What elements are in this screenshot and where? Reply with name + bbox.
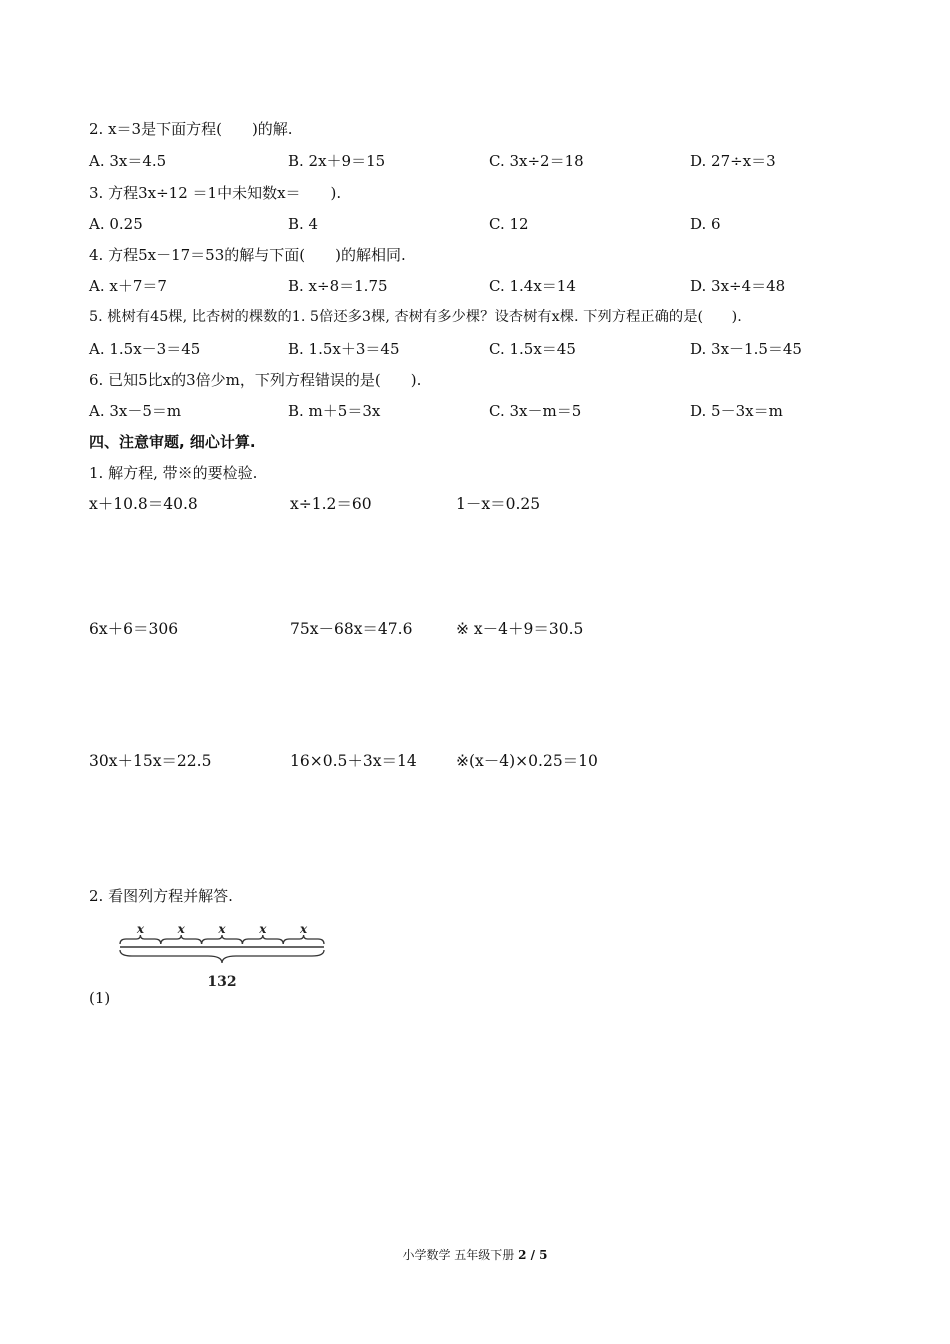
q3-option-b: B. 4	[288, 215, 319, 233]
q3-option-c: C. 12	[489, 215, 529, 233]
equation-2-2: 75x－68x＝47.6	[290, 620, 413, 638]
q3-option-a: A. 0.25	[89, 215, 143, 233]
q6-option-b: B. m＋5＝3x	[288, 402, 381, 420]
q6-option-c: C. 3x－m＝5	[489, 402, 582, 420]
equation-2-1: 6x＋6＝306	[89, 620, 179, 638]
instruction-solve-equations: 1. 解方程, 带※的要检验.	[89, 464, 258, 482]
q2-option-a: A. 3x＝4.5	[89, 152, 167, 170]
q5-stem: 5. 桃树有45棵, 比杏树的棵数的1. 5倍还多3棵, 杏树有多少棵？设杏树有x棵. 下列方程正确的是( ).	[89, 309, 742, 325]
equation-3-2: 16×0.5＋3x＝14	[290, 752, 417, 770]
q4-stem: 4. 方程5x－17＝53的解与下面( )的解相同.	[89, 246, 406, 264]
segment-label: x	[259, 924, 267, 936]
section-heading: 四、注意审题, 细心计算.	[89, 433, 256, 451]
segment-brace	[242, 935, 283, 944]
q3-option-d: D. 6	[690, 215, 721, 233]
total-brace	[120, 950, 324, 963]
equation-1-1: x＋10.8＝40.8	[89, 495, 198, 513]
equation-1-3: 1－x＝0.25	[456, 495, 541, 513]
segment-diagram	[112, 924, 342, 994]
q6-stem: 6. 已知5比x的3倍少m，下列方程错误的是( ).	[89, 371, 422, 389]
q2-option-b: B. 2x＋9＝15	[288, 152, 386, 170]
q4-option-a: A. x＋7＝7	[89, 277, 167, 295]
equation-3-3: ※(x－4)×0.25＝10	[456, 752, 598, 770]
q2-stem: 2. x＝3是下面方程( )的解.	[89, 120, 293, 138]
segment-label: x	[136, 924, 144, 936]
q4-option-b: B. x÷8＝1.75	[288, 277, 388, 295]
instruction-diagram-equation: 2. 看图列方程并解答.	[89, 887, 233, 905]
q4-option-d: D. 3x÷4＝48	[690, 277, 786, 295]
q6-option-d: D. 5－3x＝m	[690, 402, 783, 420]
equation-1-2: x÷1.2＝60	[290, 495, 372, 513]
segment-label: x	[177, 924, 185, 936]
q3-stem: 3. 方程3x÷12 ＝1中未知数x＝ ).	[89, 184, 342, 202]
total-label: 132	[207, 974, 237, 990]
segment-label: x	[218, 924, 226, 936]
segment-label: x	[300, 924, 308, 936]
segment-brace	[120, 935, 161, 944]
footer-text: 小学数学 五年级下册	[402, 1248, 519, 1262]
q6-option-a: A. 3x－5＝m	[89, 402, 182, 420]
segment-brace	[283, 935, 324, 944]
segment-braces	[120, 935, 324, 944]
q5-option-a: A. 1.5x－3＝45	[89, 340, 201, 358]
equation-2-3: ※ x－4＋9＝30.5	[456, 620, 584, 638]
page-number: 2 / 5	[518, 1248, 548, 1262]
q5-option-b: B. 1.5x＋3＝45	[288, 340, 400, 358]
q4-option-c: C. 1.4x＝14	[489, 277, 576, 295]
segment-brace	[202, 935, 243, 944]
q2-option-d: D. 27÷x＝3	[690, 152, 776, 170]
q2-option-c: C. 3x÷2＝18	[489, 152, 584, 170]
segment-brace	[161, 935, 202, 944]
q5-option-d: D. 3x－1.5＝45	[690, 340, 802, 358]
sub-question-1: (1)	[89, 989, 111, 1007]
q5-option-c: C. 1.5x＝45	[489, 340, 576, 358]
equation-3-1: 30x＋15x＝22.5	[89, 752, 212, 770]
footer	[0, 1246, 950, 1263]
